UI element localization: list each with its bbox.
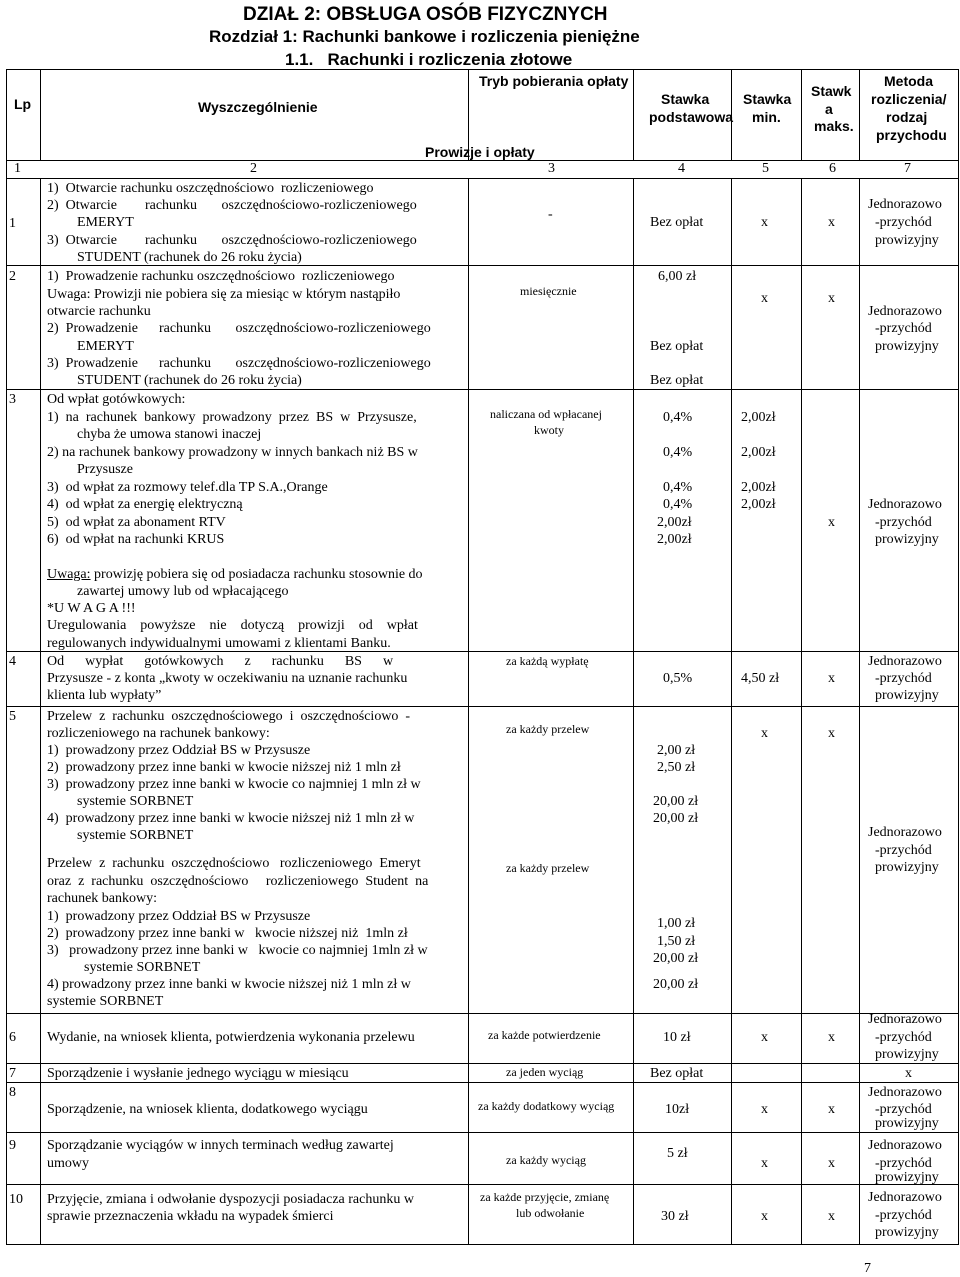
column-header-min-rate: Stawka: [743, 91, 792, 107]
column-number: 3: [548, 161, 555, 176]
column-number: 4: [678, 161, 685, 176]
column-number: 7: [904, 161, 911, 176]
column-header-lp: Lp: [14, 96, 32, 112]
section-label-fees: Prowizje i opłaty: [425, 144, 535, 160]
column-header-method: Metoda: [884, 73, 933, 89]
column-number: 1: [14, 161, 21, 176]
column-number: 6: [829, 161, 836, 176]
column-number: 2: [250, 161, 257, 176]
column-header-max-rate: Stawk: [811, 83, 852, 99]
document-title: DZIAŁ 2: OBSŁUGA OSÓB FIZYCZNYCH: [243, 4, 608, 25]
column-number: 5: [762, 161, 769, 176]
section-title: 1.1. Rachunki i rozliczenia złotowe: [285, 50, 573, 69]
column-header-base-rate: Stawka: [661, 91, 710, 107]
chapter-title: Rozdział 1: Rachunki bankowe i rozliczenia pieniężne: [209, 27, 640, 46]
column-header-mode: Tryb pobierania opłaty: [479, 73, 629, 89]
page-number: 7: [864, 1261, 871, 1276]
note-text: Uwaga: prowizję pobiera się od posiadacza rachunku stosownie do: [47, 567, 423, 582]
column-header-description: Wyszczególnienie: [198, 99, 318, 115]
